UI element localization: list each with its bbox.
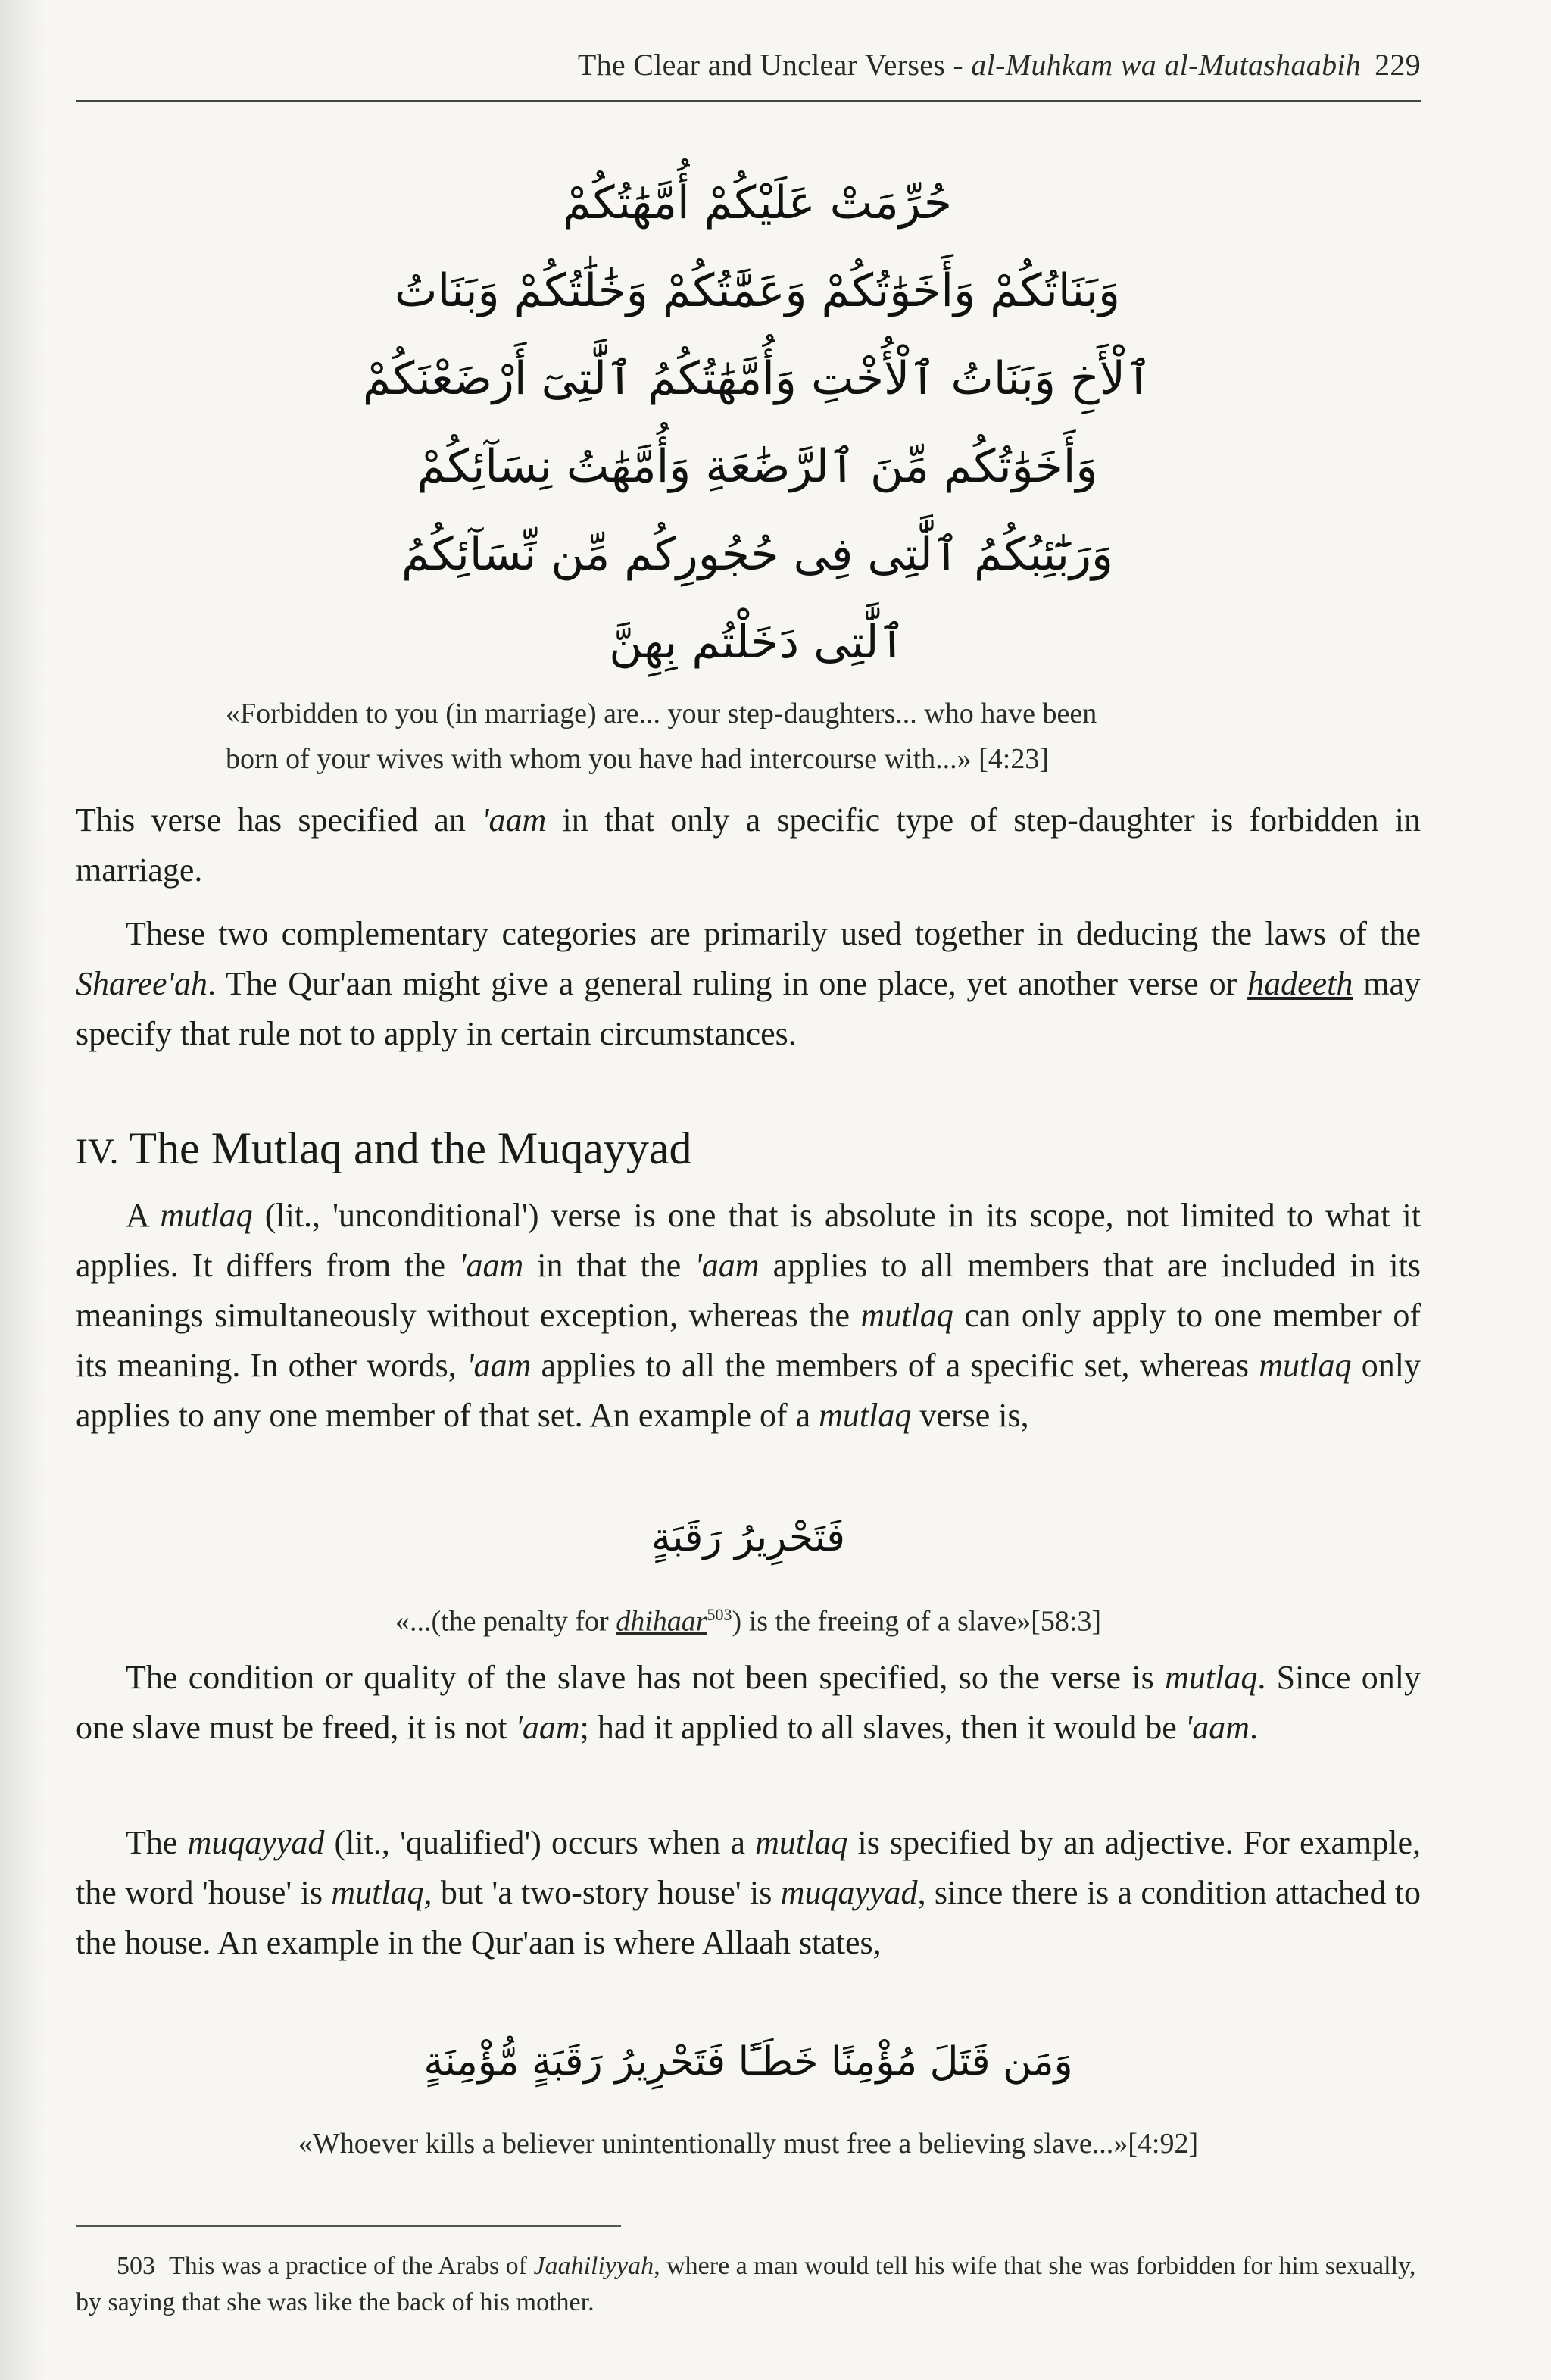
italic-term: mutlaq	[819, 1397, 912, 1434]
verse-4-23-translation	[226, 691, 1362, 782]
italic-term: 'aam	[467, 1347, 532, 1384]
text-run: can only apply to one member of its meaning. In other words,	[76, 1297, 1421, 1384]
paragraph-3	[76, 1191, 1421, 1441]
italic-term: mutlaq	[331, 1874, 424, 1911]
section-number: IV.	[76, 1132, 119, 1172]
section-heading	[76, 1118, 692, 1182]
text-run: This was a practice of the Arabs of	[169, 2252, 534, 2280]
text-run: . Since only one slave must be freed, it is not	[76, 1659, 1421, 1746]
header-title-italic: al-Muhkam wa al-Mutashaabih	[971, 48, 1362, 82]
paragraph-1	[76, 795, 1421, 895]
page-number: 229	[1375, 48, 1421, 82]
text-run: . The Qur'aan might give a general ruling in one place, yet another verse or	[207, 965, 1248, 1002]
italic-term: muqayyad	[780, 1874, 918, 1911]
italic-term: mutlaq	[860, 1297, 953, 1334]
text-run: in that only a specific type of step-daughter is forbidden in marriage.	[76, 801, 1421, 889]
text-run: ; had it applied to all slaves, then it would be	[579, 1709, 1185, 1746]
text-run: .	[1249, 1709, 1258, 1746]
italic-term-underlined: hadeeth	[1247, 965, 1353, 1002]
text-run: (lit., 'unconditional') verse is one that is absolute in its scope, not limited to what it applies. It differs from the	[76, 1197, 1421, 1284]
italic-term: 'aam	[459, 1247, 524, 1284]
italic-term: Jaahiliyyah	[533, 2252, 654, 2280]
header-title: The Clear and Unclear Verses -	[577, 48, 972, 82]
italic-term: mutlaq	[1259, 1347, 1352, 1384]
text-run: , since there is a condition attached to the house. An example in the Qur'aan is where Allaah states,	[76, 1874, 1421, 1961]
text-run: verse is,	[911, 1397, 1029, 1434]
page-gutter-shadow	[0, 0, 45, 2380]
italic-term: muqayyad	[187, 1824, 325, 1861]
text-run: applies to all members that are included in its meanings simultaneously without exception, whereas the	[76, 1247, 1421, 1334]
italic-term: mutlaq	[1165, 1659, 1258, 1696]
footnote-rule	[76, 2225, 621, 2227]
text-run: These two complementary categories are primarily used together in deducing the laws of the	[126, 915, 1421, 952]
paragraph-2	[76, 909, 1421, 1059]
arabic-line: ٱلَّٰتِى دَخَلْتُم بِهِنَّ	[609, 616, 906, 669]
italic-term: 'aam	[482, 801, 547, 839]
italic-term-underlined: dhihaar	[616, 1605, 707, 1638]
text-run: is specified by an adjective. For example, the word 'house' is	[76, 1824, 1421, 1911]
text-run: only applies to any one member of that set. An example of a	[76, 1347, 1421, 1434]
arabic-verse-58-3: فَتَحْرِيرُ رَقَبَةٍ	[651, 1515, 846, 1560]
text-run: in that the	[523, 1247, 695, 1284]
italic-term: 'aam	[1184, 1709, 1250, 1746]
footnote-503	[76, 2248, 1421, 2321]
header-rule	[76, 100, 1421, 102]
text-run: , where a man would tell his wife that she was forbidden for him sexually, by saying that she was like the back of his mother.	[76, 2252, 1416, 2316]
text-run: A	[126, 1197, 161, 1234]
section-title: The Mutlaq and the Muqayyad	[129, 1123, 692, 1173]
verse-4-92-translation: «Whoever kills a believer unintentionally must free a believing slave...»[4:92]	[298, 2128, 1199, 2160]
verse-58-3-translation	[76, 1594, 1421, 1643]
running-header	[76, 47, 1421, 83]
text-run: applies to all the members of a specific set, whereas	[531, 1347, 1259, 1384]
footnote-number: 503	[117, 2252, 155, 2280]
arabic-line: وَبَنَاتُكُمْ وَأَخَوَٰتُكُمْ وَعَمَّٰتُكُمْ وَخَٰلَٰتُكُمْ وَبَنَاتُ	[395, 264, 1120, 317]
arabic-verse-4-23	[333, 159, 1181, 686]
translation-line: born of your wives with whom you have had intercourse with...» [4:23]	[226, 743, 1050, 775]
arabic-line: ٱلْأَخِ وَبَنَاتُ ٱلْأُخْتِ وَأُمَّهَٰتُكُمُ ٱلَّٰتِىٓ أَرْضَعْنَكُمْ	[362, 352, 1153, 405]
italic-term: 'aam	[694, 1247, 760, 1284]
footnote-ref: 503	[707, 1605, 732, 1624]
paragraph-4	[76, 1653, 1421, 1753]
italic-term: mutlaq	[160, 1197, 253, 1234]
translation-line: «Forbidden to you (in marriage) are... your step-daughters... who have been	[226, 698, 1097, 729]
arabic-line: وَرَبَٰٓئِبُكُمُ ٱلَّٰتِى فِى حُجُورِكُم مِّن نِّسَآئِكُمُ	[401, 528, 1113, 581]
text-run: The condition or quality of the slave has not been specified, so the verse is	[126, 1659, 1166, 1696]
text-run: may specify that rule not to apply in certain circumstances.	[76, 965, 1421, 1052]
text-run: «...(the penalty for	[395, 1605, 616, 1638]
text-run: , but 'a two-story house' is	[423, 1874, 781, 1911]
italic-term: mutlaq	[755, 1824, 848, 1861]
text-run: This verse has specified an	[76, 801, 482, 839]
paragraph-5	[76, 1818, 1421, 1968]
italic-term: Sharee'ah	[76, 965, 208, 1002]
arabic-line: وَأَخَوَٰتُكُم مِّنَ ٱلرَّضَٰعَةِ وَأُمَّهَٰتُ نِسَآئِكُمْ	[417, 440, 1098, 493]
italic-term: 'aam	[515, 1709, 580, 1746]
text-run: (lit., 'qualified') occurs when a	[324, 1824, 756, 1861]
arabic-line: حُرِّمَتْ عَلَيْكُمْ أُمَّهَٰتُكُمْ	[563, 176, 952, 230]
arabic-verse-4-92: وَمَن قَتَلَ مُؤْمِنًا خَطَـًٔا فَتَحْرِيرُ رَقَبَةٍ مُّؤْمِنَةٍ	[423, 2039, 1073, 2085]
text-run: ) is the freeing of a slave»[58:3]	[732, 1605, 1102, 1638]
text-run: The	[126, 1824, 188, 1861]
